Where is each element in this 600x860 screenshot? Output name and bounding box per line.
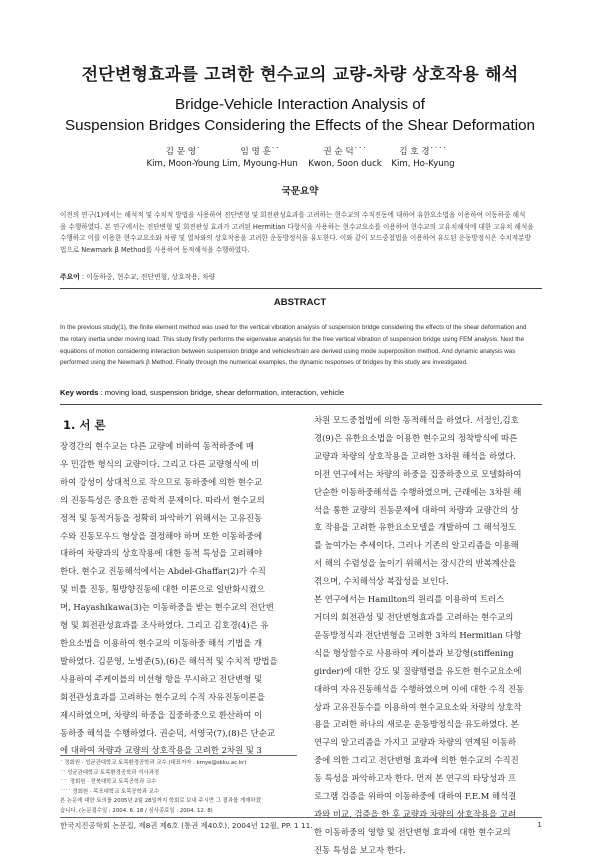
- keywords-english: [60, 388, 344, 397]
- abstract-korean: [60, 210, 542, 256]
- body-line: 거더의 회전관성 및 전단변형효과를 고려하는 현수교의: [314, 611, 514, 622]
- keywords-english-label: Key words: [60, 388, 99, 397]
- author-name-korean: 권 순 덕˙˙˙: [323, 147, 367, 157]
- body-line: 용을 고려한 하나의 새로운 운동방정식을 유도하였다. 본: [314, 719, 519, 730]
- body-line: 한다. 현수교 진동해석에서는 Abdel-Ghaffar(2)가 수직: [60, 566, 266, 577]
- body-line: 며, Hayashikawa(3)는 이동하중을 받는 현수교의 전단변: [60, 602, 274, 613]
- body-line: 의 진동특성은 중요한 공학적 문제이다. 따라서 현수교의: [60, 494, 265, 505]
- body-line: 진동 특성을 보고자 한다.: [314, 844, 406, 855]
- footnote-divider: [60, 755, 297, 756]
- body-line: 제시하였으며, 차량의 하중을 집중하중으로 환산하여 이: [60, 709, 263, 720]
- footnote-line: 본 논문에 대한 토의를 2005년 2월 28일까지 학회로 보내 주시면 그 결과를 게재하겠: [60, 798, 261, 805]
- body-line: girder)에 대한 강도 및 질량행렬을 유도한 현수교요소에: [314, 665, 522, 676]
- abstract-english-heading: ABSTRACT: [273, 297, 327, 308]
- body-line: 식을 형상함수로 사용하여 케이블과 보강형(stiffening: [314, 647, 514, 658]
- footnote-line: ˙ 정회원 · 성균관대학교 토목환경공학과 교수 (대표저자 : kmye@skku.ac.kr): [60, 760, 247, 766]
- body-line: 석을 통한 교량의 진동문제에 대하여 차량과 교량간의 상: [314, 504, 519, 515]
- keywords-korean: [60, 271, 215, 281]
- footer-divider: [60, 817, 542, 818]
- body-line: 를 높여가는 추세이다. 그러나 기존의 알고리즘을 이용해: [314, 540, 519, 551]
- paper-title-english-line-1: Bridge-Vehicle Interaction Analysis of: [175, 96, 425, 113]
- body-line: 중에 의한 그리고 전단변형 효과에 의한 현수교의 수직진: [314, 755, 519, 766]
- footnote-line: ˙˙˙˙ 정회원 · 목포대학교 토목공학과 교수: [60, 788, 160, 795]
- keywords-english-text: : moving load, suspension bridge, shear deformation, interaction, vehicle: [98, 388, 345, 397]
- body-line: 로그램 검증을 위하여 이동하중에 대하여 F.E.M 해석결: [314, 791, 517, 802]
- body-line: 대하여 자유진동해석을 수행하였으며 이에 대한 수직 진동: [314, 683, 525, 694]
- body-line: 형 및 회전관성효과를 조사하였다. 그리고 김호경(4)은 유: [60, 620, 269, 631]
- abstract-english-line: the rotary inertia under moving load. This study firstly performs the eigenvalue analysis for the free vertical vibration of suspension bridge using FEM analysis. Next the: [60, 335, 524, 343]
- body-line: 차원 모드중첩법에 의한 동적해석을 하였다. 서정인,김호: [314, 415, 519, 425]
- paper-title-english-line-2: Suspension Bridges Considering the Effects of the Shear Deformation: [65, 117, 535, 134]
- body-line: 과와 비교, 검증을 한 후 교량과 차량의 상호작용을 고려: [314, 808, 516, 819]
- keywords-korean-text: : 이동하중, 현수교, 전단변형, 상호작용, 차량: [79, 273, 216, 281]
- footnote-line: ˙˙˙ 정회원 · 전북대학교 토목공학과 교수: [60, 779, 157, 786]
- page-footer: [60, 820, 542, 831]
- body-line: 연구의 알고리즘을 가지고 교량과 차량의 연계된 이동하: [314, 737, 517, 748]
- footnote-line: 습니다. (논문접수일 : 2004. 6. 18 / 심사종료일 : 2004. 12. 8): [60, 807, 213, 814]
- author-name-korean: 김 호 경˙˙˙˙: [399, 147, 447, 157]
- body-line: 한 이동하중의 영향 및 전단변형 효과에 대한 현수교의: [314, 826, 511, 837]
- abstract-english-line: equations of motion considering interaction between suspension bridge and vehicles/train are derived using mode superposition method. And dynamic analysis was: [60, 347, 516, 355]
- section-divider: [60, 404, 542, 405]
- author-name-english: Kim, Moon-Young: [146, 159, 220, 169]
- paper-title-korean: 전단변형효과를 고려한 현수교의 교량-차량 상호작용 해석: [81, 65, 519, 85]
- footnotes: [60, 759, 300, 817]
- body-line: 대하여 차량과의 상호작용에 대한 동적 특성을 고려해야: [60, 548, 263, 559]
- page-number: 1: [537, 820, 542, 829]
- body-column-right: [314, 412, 542, 860]
- body-line: 회전관성효과를 고려하는 현수교의 수직 자유진동이론을: [60, 691, 265, 702]
- body-line: 발하였다. 김문영, 노병준(5),(6)은 해석적 및 수치적 방법을: [60, 655, 278, 666]
- abstract-english-line: performed using the Newmark β Method. Finally through the numerical examples, the dynamic responses of bridges by this study are investigated.: [60, 359, 468, 367]
- body-line: 에 대하여 차량과 교량의 상호작용을 고려한 2차원 및 3: [60, 745, 262, 756]
- body-line: 경(9)은 유한요소법을 이용한 현수교의 정착방식에 따른: [314, 432, 518, 443]
- body-line: 서 해의 수렴성을 높이기 위해서는 장시간의 반복계산을: [314, 558, 517, 569]
- body-line: 운동방정식과 전단변형을 고려한 3차의 Hermitian 다항: [314, 629, 522, 640]
- body-line: 수와 진동모우드 형상을 결정해야 하며 또한 이동하중에: [60, 530, 263, 541]
- author-name-english: Kwon, Soon duck: [308, 159, 382, 169]
- body-column-left: [60, 438, 297, 760]
- body-line: 상과 고유진동수를 이용하여 현수교요소와 차량의 상호작: [314, 701, 522, 712]
- body-line: 장경간의 현수교는 다른 교량에 비하여 동적하중에 매: [60, 441, 254, 451]
- body-line: 이전 연구에서는 차량의 하중을 집중하중으로 모델화하여: [314, 468, 522, 479]
- abstract-korean-heading: 국문요약: [281, 186, 319, 197]
- footnote-line: ˙˙ 성균관대학교 토목환경공학과 석사과정: [60, 769, 160, 776]
- body-line: 우 민감한 형식의 교량이다. 그리고 다른 교량형식에 비: [60, 458, 260, 469]
- abstract-korean-line: 법으로 Newmark β Method를 사용하여 동적해석을 수행하였다.: [60, 245, 250, 254]
- body-line: 사용하여 주케이블의 비선형 항을 무시하고 전단변형 및: [60, 673, 263, 684]
- journal-citation: 한국지진공학회 논문집, 제8권 제6호 (통권 제40호), 2004년 12월, PP. 1 11.: [60, 821, 313, 830]
- abstract-korean-line: 이전의 연구(1)에서는 해석적 및 수치적 방법을 사용하여 전단변형 및 회전관성효과를 고려하는 현수교의 수직진동에 대하여 유한요소법을 이용하여 이동하중 해석: [60, 211, 526, 219]
- abstract-korean-line: 수행하고 이를 이용한 현수교요소와 차량 및 열차와의 상호작용을 고려한 운동방정식을 유도한다. 이와 같이 모드중첩법을 이용하여 유도된 운동방정식은 수치적분방: [60, 234, 531, 243]
- body-line: 하여 강성이 상대적으로 작으므로 동하중에 의한 현수교: [60, 476, 263, 487]
- abstract-korean-line: 을 수행하였다. 본 연구에서는 전단변형 및 회전관성 효과가 고려된 Hermitian 다항식을 사용하는 현수교요소를 이용하여 현수교의 고유치해석에 대한 고유치 해석을: [60, 222, 534, 231]
- author-name-english: Lim, Myoung-Hun: [222, 159, 298, 169]
- body-line: 한요소법을 이용하여 현수교의 이동하중 해석 기법을 개: [60, 637, 263, 648]
- section-1-heading: 1. 서 론: [63, 418, 106, 432]
- author-name-english: Kim, Ho-Kyung: [391, 159, 455, 169]
- author-name-korean: 임 명 훈˙˙: [240, 147, 280, 157]
- body-line: 본 연구에서는 Hamilton의 원리를 이용하여 트러스: [314, 594, 505, 605]
- body-line: 동 특성을 파악하고자 한다. 먼저 본 연구의 타당성과 프: [314, 773, 516, 784]
- body-line: 및 비틀 진동, 횡방향진동에 대한 이론으로 일반화시켰으: [60, 584, 265, 595]
- author-name-korean: 김 문 영˙: [165, 147, 201, 157]
- body-line: 겪으며, 수치해석상 복잡성을 보인다.: [314, 576, 449, 587]
- body-line: 호 작용을 고려한 유한요소모델을 개발하여 그 해석정도: [314, 522, 517, 533]
- body-line: 단순한 이동하중해석을 수행하였으며, 근래에는 3차원 해: [314, 486, 522, 497]
- section-divider: [60, 288, 542, 289]
- body-line: 동하중 해석을 수행하였다. 권순덕, 서영국(7),(8)은 단순교: [60, 727, 275, 738]
- body-line: 정적 및 동적거동을 정확히 파악하기 위해서는 고유진동: [60, 512, 263, 523]
- keywords-korean-label: 주요어: [60, 273, 80, 281]
- body-line: 교량과 차량의 상호작용을 고려한 3차원 해석을 하였다.: [314, 450, 516, 461]
- abstract-english-line: In the previous study(1), the finite element method was used for the vertical vibration analysis of suspension bridge considering the effects of the shear deformation and: [60, 324, 527, 331]
- abstract-english: [60, 322, 542, 369]
- author-4: [368, 147, 478, 170]
